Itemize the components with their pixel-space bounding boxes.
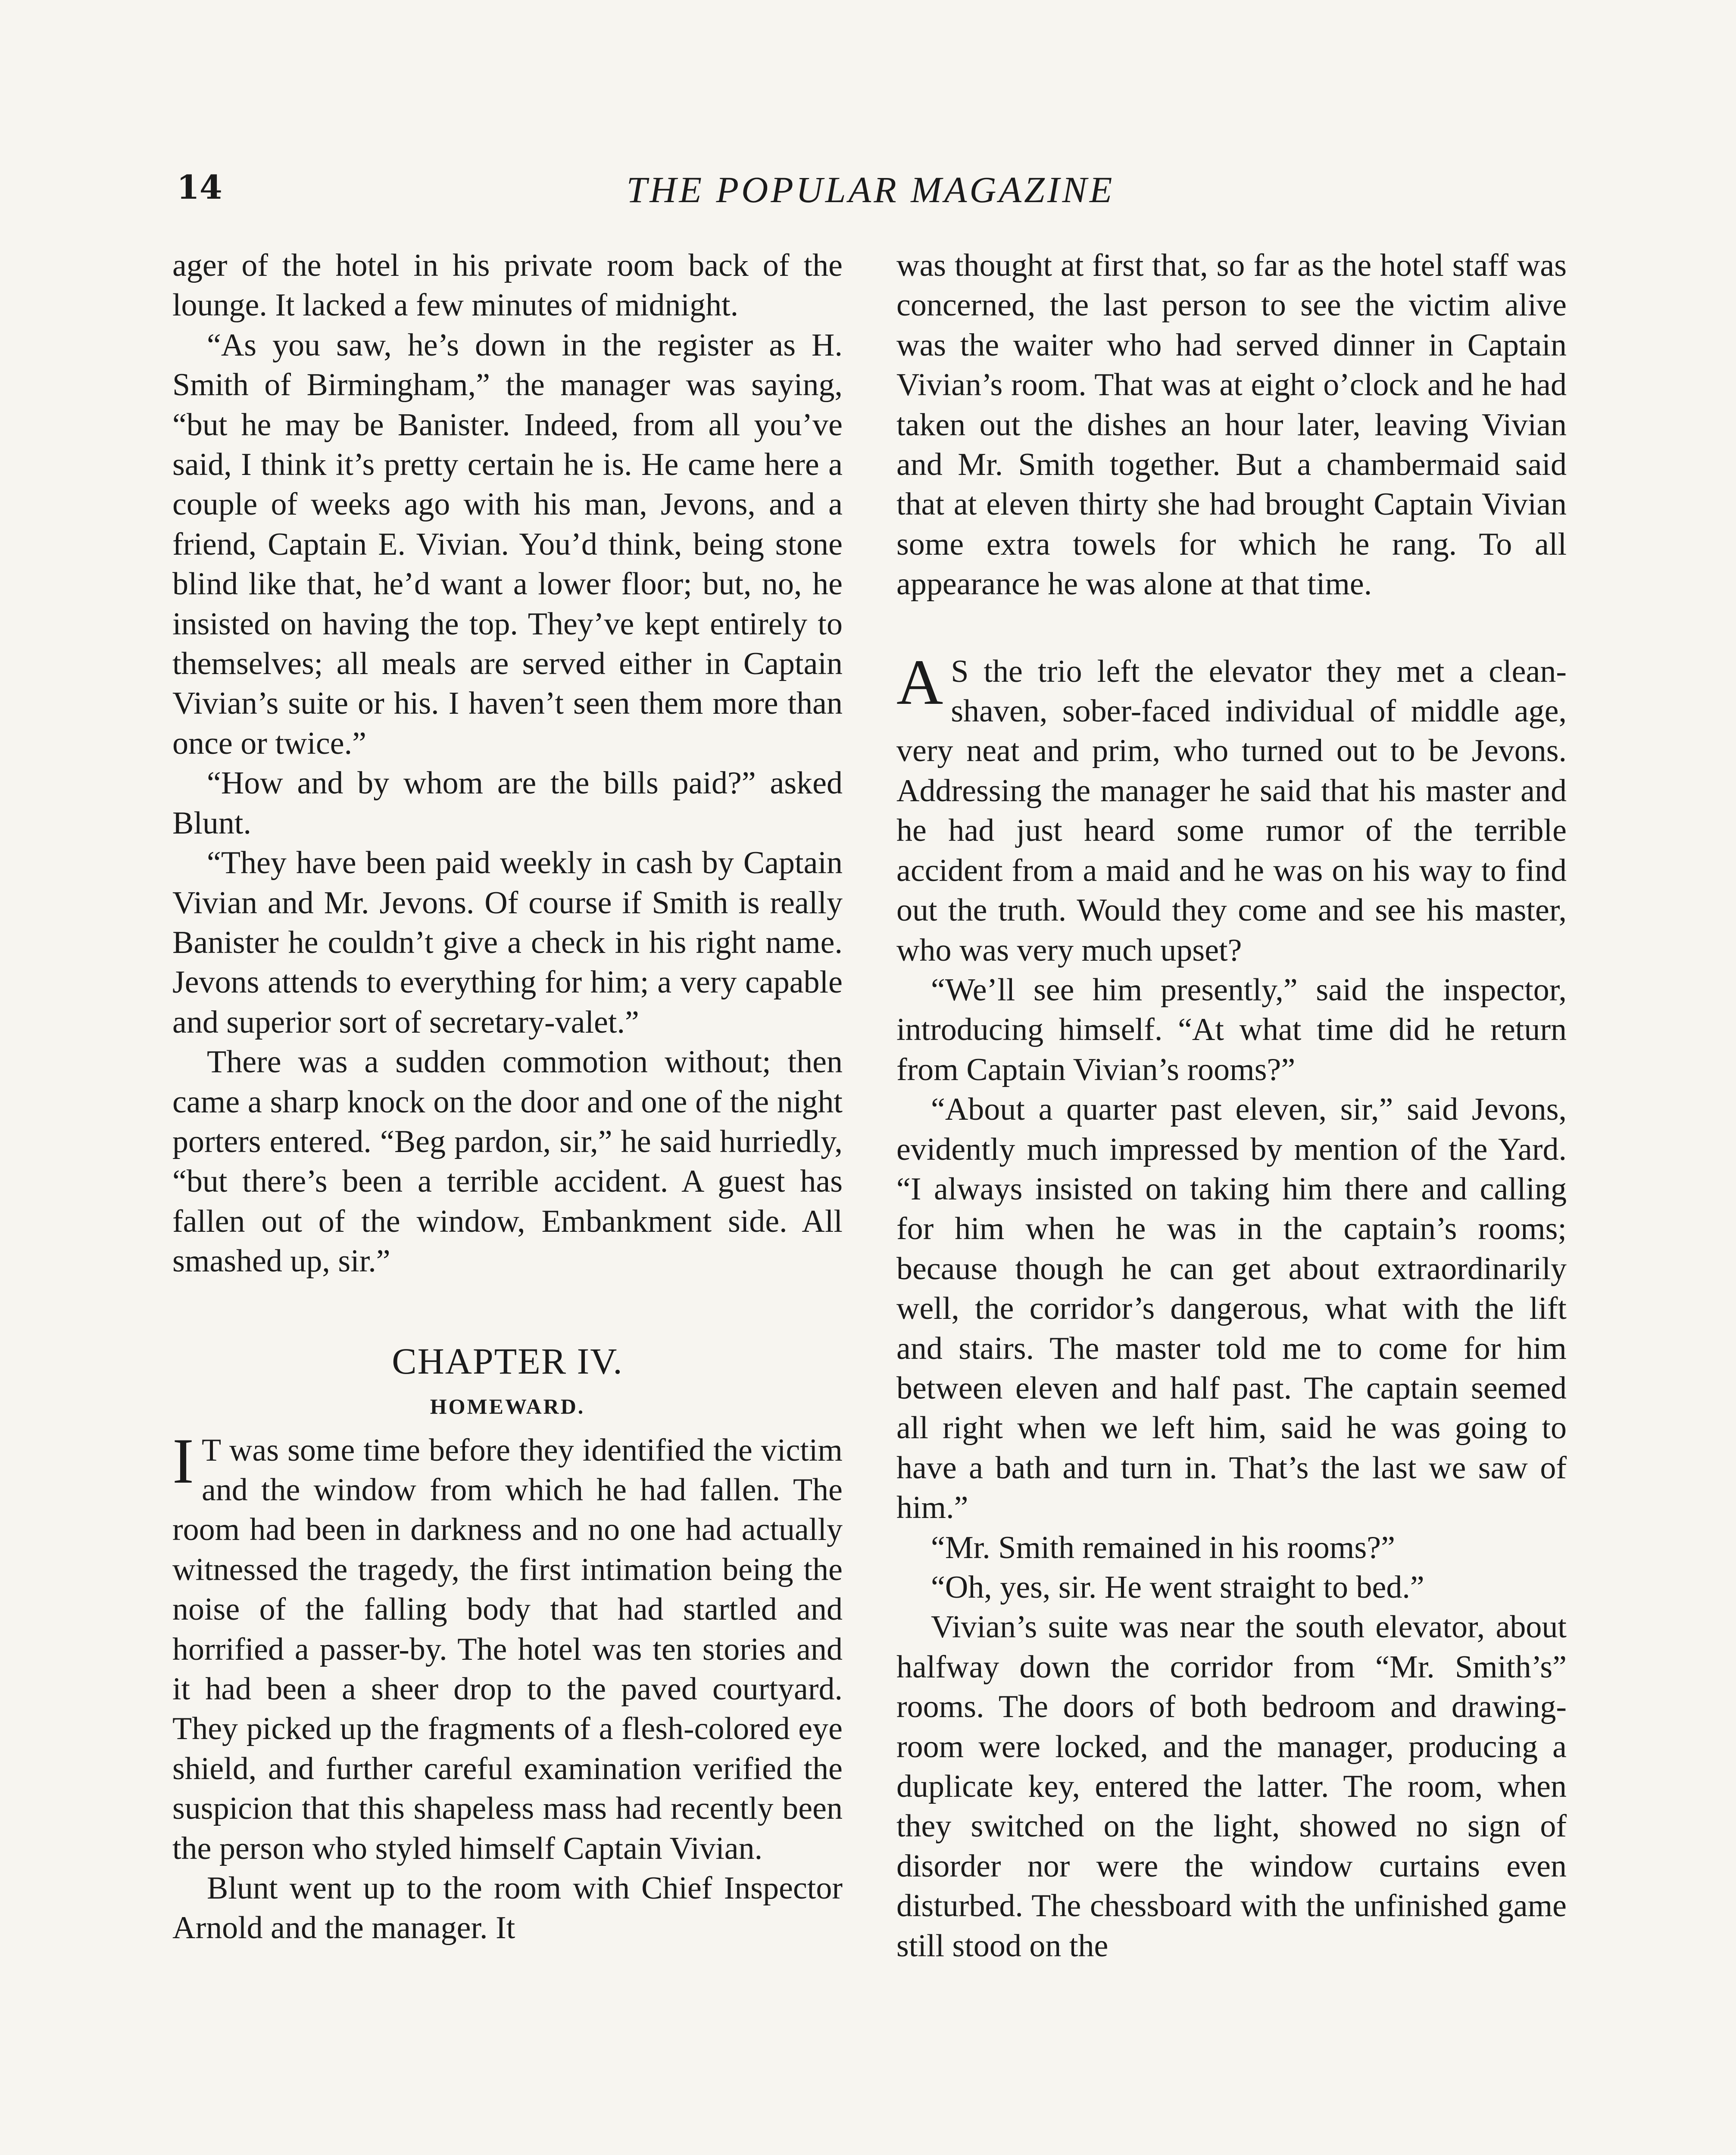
left-column bbox=[172, 246, 843, 1948]
right-column bbox=[896, 246, 1567, 1966]
chapter-title: CHAPTER IV. bbox=[392, 1340, 623, 1382]
paragraph-text: S the trio left the elevator they met a clean-shaven, sober-faced individual of middle age, very neat and prim, who turned out to be Jevons. Addressing the manager he said that his master and he had just heard some rumor of the terrible accident from a maid and he was on his way to find out the truth. Would they come and see his master, who was very much upset? bbox=[896, 653, 1567, 968]
chapter-opening-paragraph bbox=[172, 1425, 843, 1868]
paragraph: “How and by whom are the bills paid?” asked Blunt. bbox=[172, 765, 843, 841]
paragraph: “Mr. Smith remained in his rooms?” bbox=[931, 1530, 1395, 1565]
section-opening-paragraph bbox=[896, 646, 1567, 970]
page-header bbox=[172, 168, 1569, 220]
paragraph-text: T was some time before they identified the victim and the window from which he had fallen. The room had been in darkness and no one had actually witnessed the tragedy, the first intimation being the noise of the falling body that had startled and horrified a passer-by. The hotel was ten stories and it had been a sheer drop to the paved courtyard. They picked up the fragments of a flesh-colored eye shield, and further careful examination verified the suspicion that this shapeless mass had recently been the person who styled himself Captain Vivian. bbox=[172, 1432, 843, 1866]
page-number: 14 bbox=[177, 168, 222, 206]
paragraph: “As you saw, he’s down in the register as H. Smith of Birmingham,” the manager was saying, “but he may be Banister. Indeed, from all you’ve said, I think it’s pretty certain he is. He came here a couple of weeks ago with his man, Jevons, and a friend, Captain E. Vivian. You’d think, being stone blind like that, he’d want a lower floor; but, no, he insisted on having the top. They’ve kept entirely to themselves; all meals are served either in Captain Vivian’s suite or his. I haven’t seen them more than once or twice.” bbox=[172, 327, 843, 761]
paragraph: was thought at first that, so far as the hotel staff was concerned, the last person to see the victim alive was the waiter who had served dinner in Captain Vivian’s room. That was at eight o’clock and he had taken out the dishes an hour later, leaving Vivian and Mr. Smith together. But a chambermaid said that at eleven thirty she had brought Captain Vivian some extra towels for which he rang. To all appearance he was alone at that time. bbox=[896, 248, 1567, 602]
paragraph: There was a sudden commotion without; then came a sharp knock on the door and one of the night porters entered. “Beg pardon, sir,” he said hurriedly, “but there’s been a terrible accident. A guest has fallen out of the window, Embankment side. All smashed up, sir.” bbox=[172, 1044, 843, 1279]
paragraph: “About a quarter past eleven, sir,” said Jevons, evidently much impressed by mention of the Yard. “I always insisted on taking him there and calling for him when he was in the captain’s rooms; because though he can get about extraordinarily well, the corridor’s dangerous, what with the lift and stairs. The master told me to come for him between eleven and half past. The captain seemed all right when we left him, said he was going to have a bath and turn in. That’s the last we saw of him.” bbox=[896, 1092, 1567, 1526]
paragraph: ager of the hotel in his private room back of the lounge. It lacked a few minutes of midnight. bbox=[172, 248, 843, 323]
paragraph: Vivian’s suite was near the south elevator, about halfway down the corridor from “Mr. Smith’s” rooms. The doors of both bedroom and drawing-room were locked, and the manager, producing a duplicate key, entered the latter. The room, when they switched on the light, showed no sign of disorder nor were the window curtains even disturbed. The chessboard with the unfinished game still stood on the bbox=[896, 1609, 1567, 1964]
paragraph: “They have been paid weekly in cash by Captain Vivian and Mr. Jevons. Of course if Smith is really Banister he couldn’t give a check in his right name. Jevons attends to everything for him; a very capable and superior sort of secretary-valet.” bbox=[172, 845, 843, 1040]
section-break bbox=[896, 604, 1567, 652]
paragraph: “Oh, yes, sir. He went straight to bed.” bbox=[931, 1570, 1424, 1605]
chapter-subtitle: HOMEWARD. bbox=[430, 1394, 585, 1418]
paragraph: “We’ll see him presently,” said the inspector, introducing himself. “At what time did he return from Captain Vivian’s rooms?” bbox=[896, 972, 1567, 1087]
paragraph: Blunt went up to the room with Chief Inspector Arnold and the manager. It bbox=[172, 1871, 843, 1946]
magazine-title: THE POPULAR MAGAZINE bbox=[626, 169, 1115, 210]
drop-cap: A bbox=[896, 646, 943, 718]
drop-cap: I bbox=[172, 1425, 194, 1497]
